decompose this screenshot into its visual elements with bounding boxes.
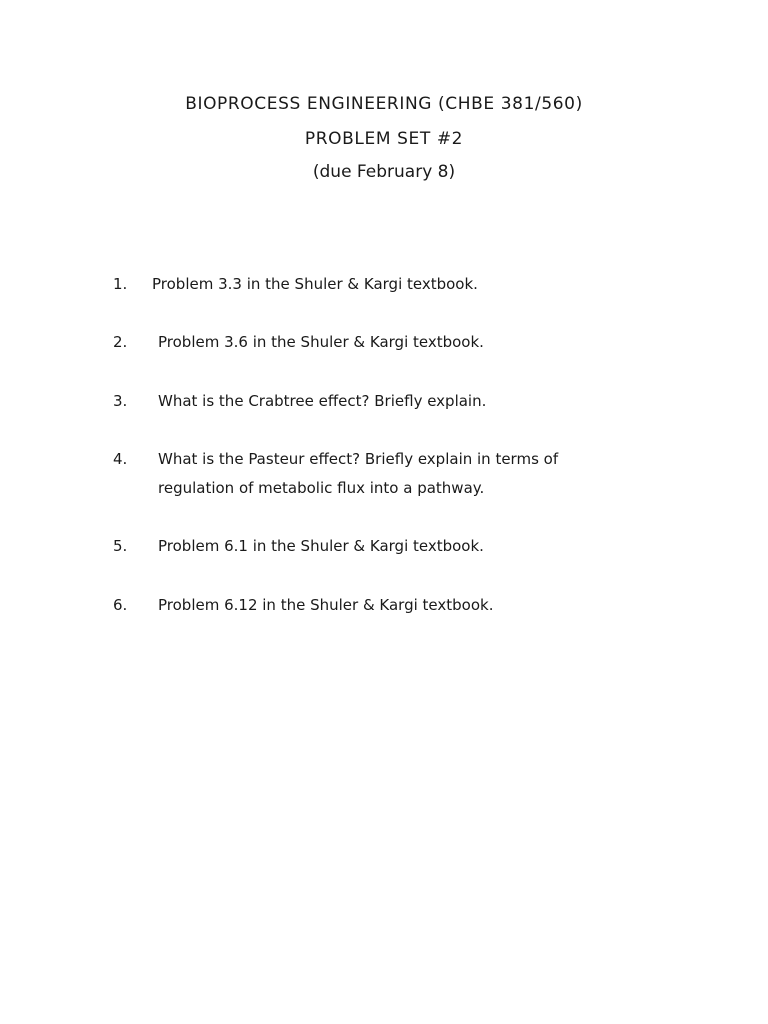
problem-set-title: PROBLEM SET #2 <box>304 129 464 149</box>
problem-number: 6. <box>113 596 128 614</box>
problem-text-line: regulation of metabolic flux into a pathway. <box>158 479 485 497</box>
due-date: (due February 8) <box>312 162 456 182</box>
course-title: BIOPROCESS ENGINEERING (CHBE 381/560) <box>185 94 583 114</box>
problem-text <box>158 387 678 416</box>
problem-text-line: What is the Pasteur effect? Briefly explain in terms of <box>158 450 559 468</box>
problem-text <box>152 270 672 299</box>
problem-text-line: Problem 6.12 in the Shuler & Kargi textbook. <box>158 596 494 614</box>
problem-text-line: What is the Crabtree effect? Briefly explain. <box>158 392 487 410</box>
problem-number: 4. <box>113 450 128 468</box>
problem-text-line: Problem 3.6 in the Shuler & Kargi textbook. <box>158 333 484 351</box>
problem-text <box>158 532 678 561</box>
problem-number: 5. <box>113 537 128 555</box>
problem-text <box>158 445 678 503</box>
problem-text-line: Problem 6.1 in the Shuler & Kargi textbook. <box>158 537 484 555</box>
problem-number: 2. <box>113 333 128 351</box>
problem-text <box>158 328 678 357</box>
problem-text <box>158 591 678 620</box>
problem-number: 1. <box>113 275 128 293</box>
problem-number: 3. <box>113 392 128 410</box>
problem-text-line: Problem 3.3 in the Shuler & Kargi textbook. <box>152 275 478 293</box>
